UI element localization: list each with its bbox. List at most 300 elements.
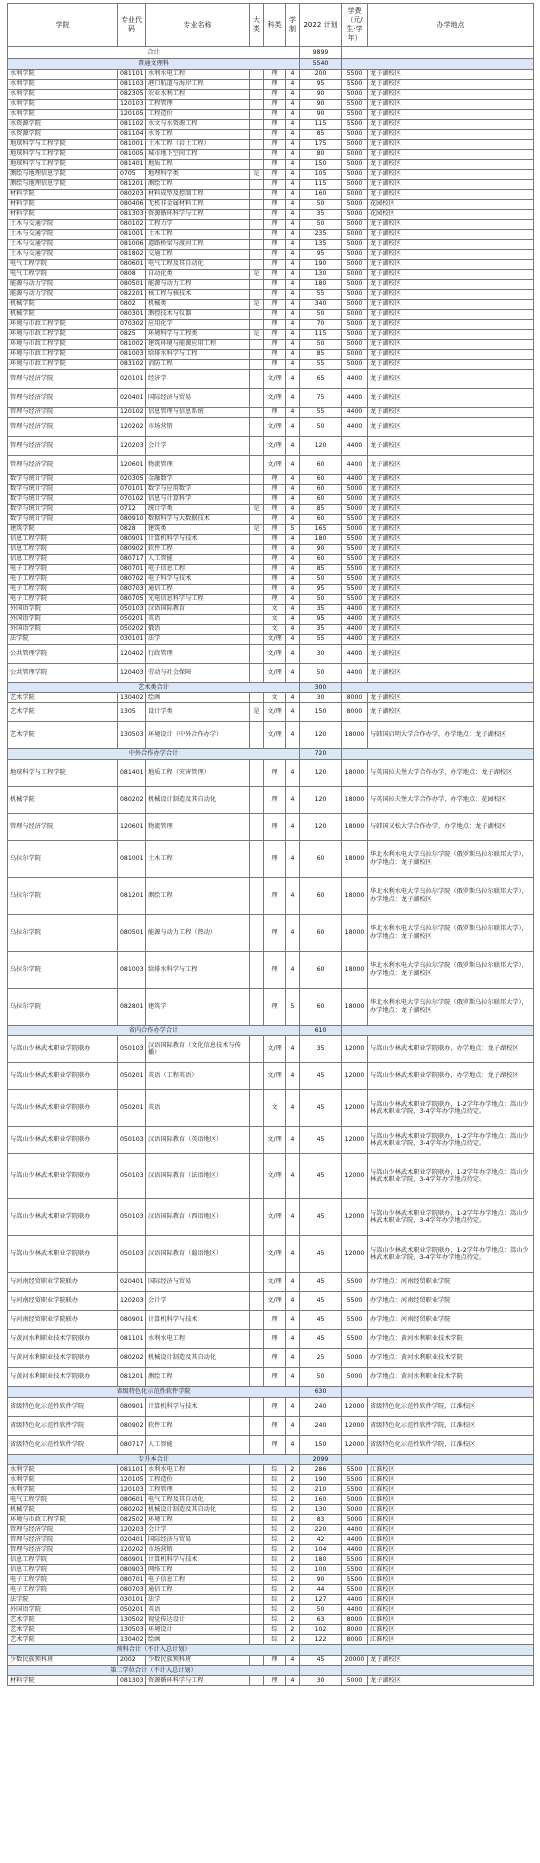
cell-category xyxy=(250,1535,264,1545)
cell-duration: 4 xyxy=(286,494,300,504)
cell-category xyxy=(250,813,264,840)
cell-location: 龙子湖校区 xyxy=(368,474,534,484)
cell-major-code: 081201 xyxy=(118,877,146,914)
cell-duration: 4 xyxy=(286,259,300,269)
cell-location: 龙子湖校区 xyxy=(368,584,534,594)
cell-tuition: 5000 xyxy=(342,279,368,289)
cell-major-code: 081003 xyxy=(118,349,146,359)
cell-plan: 175 xyxy=(300,139,342,149)
cell-tuition: 4400 xyxy=(342,388,368,407)
cell-category xyxy=(250,1555,264,1565)
table-row xyxy=(8,514,534,524)
section-header-row xyxy=(8,1645,534,1656)
cell-plan: 150 xyxy=(300,1435,342,1454)
cell-college: 水利学院 xyxy=(8,1475,118,1485)
cell-major-name: 工程管理 xyxy=(146,1485,250,1495)
cell-category xyxy=(250,89,264,99)
cell-tuition: 18000 xyxy=(342,951,368,988)
cell-college: 地球科学与工程学院 xyxy=(8,759,118,786)
cell-plan: 160 xyxy=(300,189,342,199)
cell-duration: 4 xyxy=(286,514,300,524)
cell-location: 龙子湖校区 xyxy=(368,109,534,119)
cell-plan: 35 xyxy=(300,624,342,634)
cell-subject: 文/理 xyxy=(264,644,286,663)
cell-plan: 63 xyxy=(300,1615,342,1625)
cell-tuition: 5000 xyxy=(342,89,368,99)
table-row xyxy=(8,1435,534,1454)
table-row xyxy=(8,988,534,1025)
cell-subject: 综 xyxy=(264,1555,286,1565)
cell-category xyxy=(250,544,264,554)
cell-major-code: 130503 xyxy=(118,722,146,749)
cell-major-name: 英语 xyxy=(146,614,250,624)
cell-major-code: 080901 xyxy=(118,1311,146,1330)
table-row xyxy=(8,149,534,159)
cell-tuition: 18000 xyxy=(342,813,368,840)
cell-tuition: 12000 xyxy=(342,1435,368,1454)
table-row xyxy=(8,189,534,199)
cell-plan: 50 xyxy=(300,417,342,436)
cell-major-code: 120601 xyxy=(118,813,146,840)
table-row xyxy=(8,119,534,129)
cell-college: 环境与市政工程学院 xyxy=(8,339,118,349)
cell-major-code: 050103 xyxy=(118,1127,146,1154)
cell-category xyxy=(250,249,264,259)
cell-category xyxy=(250,179,264,189)
cell-plan: 90 xyxy=(300,89,342,99)
cell-major-code: 081104 xyxy=(118,129,146,139)
cell-college: 少数民族预科班 xyxy=(8,1655,118,1665)
cell-duration: 4 xyxy=(286,951,300,988)
cell-tuition: 5000 xyxy=(342,219,368,229)
cell-category xyxy=(250,1435,264,1454)
header-subject: 科类 xyxy=(264,4,286,47)
cell-tuition: 5500 xyxy=(342,119,368,129)
cell-tuition: 12000 xyxy=(342,1397,368,1416)
table-row xyxy=(8,624,534,634)
cell-category xyxy=(250,1676,264,1686)
cell-major-name: 数据科学与大数据技术 xyxy=(146,514,250,524)
cell-category xyxy=(250,1090,264,1127)
table-row xyxy=(8,703,534,722)
cell-subject: 文/理 xyxy=(264,388,286,407)
cell-location: 龙子湖校区 xyxy=(368,219,534,229)
cell-category xyxy=(250,1465,264,1475)
cell-major-name: 经济学 xyxy=(146,369,250,388)
cell-tuition: 5000 xyxy=(342,349,368,359)
cell-duration: 4 xyxy=(286,722,300,749)
cell-tuition: 5000 xyxy=(342,359,368,369)
cell-location: 龙子湖校区 xyxy=(368,339,534,349)
cell-duration: 2 xyxy=(286,1565,300,1575)
cell-major-name: 测绘工程 xyxy=(146,179,250,189)
cell-subject: 文/理 xyxy=(264,722,286,749)
table-row xyxy=(8,219,534,229)
cell-college: 乌拉尔学院 xyxy=(8,877,118,914)
section-header-row xyxy=(8,1025,534,1036)
cell-major-name: 行政管理 xyxy=(146,644,250,663)
cell-tuition: 5000 xyxy=(342,1676,368,1686)
cell-category xyxy=(250,951,264,988)
cell-college: 材料学院 xyxy=(8,199,118,209)
cell-location: 办学地点：黄河水利职业技术学院 xyxy=(368,1330,534,1349)
cell-subject: 文/理 xyxy=(264,634,286,644)
cell-duration: 2 xyxy=(286,1505,300,1515)
table-row xyxy=(8,388,534,407)
cell-subject: 文/理 xyxy=(264,1236,286,1273)
cell-duration: 4 xyxy=(286,329,300,339)
cell-location: 与嵩山少林武术职业学院联办，1-2学年办学地点：嵩山少林武术职业学院，3-4学年办学地点待定。 xyxy=(368,1127,534,1154)
cell-subject: 理 xyxy=(264,89,286,99)
cell-location: 与英国拉夫堡大学合作办学，办学地点：花园校区 xyxy=(368,786,534,813)
cell-duration: 4 xyxy=(286,703,300,722)
cell-college: 能源与动力学院 xyxy=(8,279,118,289)
cell-subject: 理 xyxy=(264,407,286,417)
cell-college: 土木与交通学院 xyxy=(8,219,118,229)
table-row xyxy=(8,1585,534,1595)
table-row xyxy=(8,634,534,644)
cell-plan: 240 xyxy=(300,1397,342,1416)
cell-major-code: 081001 xyxy=(118,139,146,149)
cell-subject: 文/理 xyxy=(264,1292,286,1311)
cell-duration: 2 xyxy=(286,1545,300,1555)
cell-college: 与黄河水利职业技术学院联办 xyxy=(8,1349,118,1368)
cell-category xyxy=(250,594,264,604)
cell-duration: 2 xyxy=(286,1585,300,1595)
cell-college: 公共管理学院 xyxy=(8,663,118,682)
cell-tuition: 4400 xyxy=(342,1605,368,1615)
cell-location: 与嵩山少林武术职业学院联办，办学地点：龙子湖校区 xyxy=(368,1036,534,1063)
cell-plan: 85 xyxy=(300,349,342,359)
cell-plan: 95 xyxy=(300,614,342,624)
cell-category xyxy=(250,455,264,474)
cell-major-name: 环境设计（中外合作办学） xyxy=(146,722,250,749)
cell-subject: 综 xyxy=(264,1485,286,1495)
cell-college: 管理与经济学院 xyxy=(8,407,118,417)
cell-major-code: 082305 xyxy=(118,89,146,99)
table-row xyxy=(8,1555,534,1565)
cell-plan: 180 xyxy=(300,534,342,544)
cell-major-code: 081802 xyxy=(118,249,146,259)
cell-major-code: 120402 xyxy=(118,644,146,663)
cell-subject: 理 xyxy=(264,179,286,189)
cell-subject: 综 xyxy=(264,1495,286,1505)
header-plan: 2022 计划 xyxy=(300,4,342,47)
table-row xyxy=(8,1655,534,1665)
cell-college: 管理与经济学院 xyxy=(8,388,118,407)
cell-plan: 95 xyxy=(300,584,342,594)
section-header-row xyxy=(8,682,534,693)
cell-category xyxy=(250,877,264,914)
cell-category xyxy=(250,1397,264,1416)
cell-location: 江淮校区 xyxy=(368,1515,534,1525)
cell-college: 与嵩山少林武术职业学院联办 xyxy=(8,1154,118,1199)
cell-duration: 4 xyxy=(286,119,300,129)
cell-major-name: 软件工程 xyxy=(146,1416,250,1435)
cell-plan: 45 xyxy=(300,1655,342,1665)
cell-plan: 44 xyxy=(300,1585,342,1595)
cell-subject: 文/理 xyxy=(264,1036,286,1063)
cell-major-code: 080703 xyxy=(118,584,146,594)
header-location: 办学地点 xyxy=(368,4,534,47)
cell-duration: 4 xyxy=(286,1090,300,1127)
cell-college: 地球科学与工程学院 xyxy=(8,159,118,169)
table-row xyxy=(8,1605,534,1615)
cell-location: 龙子湖校区 xyxy=(368,417,534,436)
cell-duration: 4 xyxy=(286,1127,300,1154)
cell-major-code: 081303 xyxy=(118,209,146,219)
cell-tuition: 4400 xyxy=(342,369,368,388)
cell-major-name: 材料成型及控制工程 xyxy=(146,189,250,199)
table-row xyxy=(8,249,534,259)
section-title: 专升本合计 xyxy=(8,1454,300,1465)
cell-tuition: 4400 xyxy=(342,604,368,614)
cell-category: 是 xyxy=(250,504,264,514)
cell-subject: 理 xyxy=(264,149,286,159)
cell-college: 艺术学院 xyxy=(8,703,118,722)
cell-college: 地球科学与工程学院 xyxy=(8,139,118,149)
cell-plan: 60 xyxy=(300,951,342,988)
table-row xyxy=(8,1615,534,1625)
cell-plan: 95 xyxy=(300,249,342,259)
cell-major-name: 电子信息工程 xyxy=(146,1575,250,1585)
cell-tuition: 8000 xyxy=(342,703,368,722)
cell-location: 江淮校区 xyxy=(368,1475,534,1485)
cell-major-code: 080902 xyxy=(118,544,146,554)
cell-location: 龙子湖校区 xyxy=(368,79,534,89)
cell-plan: 55 xyxy=(300,289,342,299)
cell-major-name: 会计学 xyxy=(146,436,250,455)
table-row xyxy=(8,1515,534,1525)
table-row xyxy=(8,554,534,564)
cell-major-name: 环境科学与工程类 xyxy=(146,329,250,339)
cell-major-code: 050103 xyxy=(118,1199,146,1236)
table-row xyxy=(8,1635,534,1645)
table-row xyxy=(8,759,534,786)
cell-tuition: 12000 xyxy=(342,1199,368,1236)
cell-plan: 120 xyxy=(300,813,342,840)
cell-tuition: 5000 xyxy=(342,169,368,179)
cell-major-name: 电子科学与技术 xyxy=(146,574,250,584)
table-row xyxy=(8,1036,534,1063)
cell-college: 乌拉尔学院 xyxy=(8,914,118,951)
cell-tuition: 5500 xyxy=(342,584,368,594)
cell-major-code: 050103 xyxy=(118,1154,146,1199)
table-row xyxy=(8,349,534,359)
cell-category xyxy=(250,614,264,624)
cell-category xyxy=(250,149,264,159)
cell-subject: 文/理 xyxy=(264,455,286,474)
cell-duration: 4 xyxy=(286,189,300,199)
table-row xyxy=(8,1349,534,1368)
cell-major-name: 设计学类 xyxy=(146,703,250,722)
cell-plan: 120 xyxy=(300,786,342,813)
cell-location: 龙子湖校区 xyxy=(368,179,534,189)
table-row xyxy=(8,1368,534,1387)
cell-duration: 4 xyxy=(286,169,300,179)
cell-duration: 4 xyxy=(286,1368,300,1387)
cell-plan: 55 xyxy=(300,634,342,644)
cell-duration: 4 xyxy=(286,1273,300,1292)
cell-tuition: 5000 xyxy=(342,309,368,319)
cell-plan: 83 xyxy=(300,1515,342,1525)
section-empty xyxy=(342,1025,534,1036)
cell-major-name: 交通工程 xyxy=(146,249,250,259)
cell-subject: 理 xyxy=(264,544,286,554)
cell-plan: 45 xyxy=(300,1273,342,1292)
cell-duration: 5 xyxy=(286,524,300,534)
cell-major-code: 080717 xyxy=(118,1435,146,1454)
cell-college: 电子工程学院 xyxy=(8,1585,118,1595)
cell-duration: 4 xyxy=(286,179,300,189)
cell-college: 管理与经济学院 xyxy=(8,1535,118,1545)
cell-tuition: 5000 xyxy=(342,149,368,159)
cell-category xyxy=(250,1127,264,1154)
cell-subject: 理 xyxy=(264,269,286,279)
cell-location: 龙子湖校区 xyxy=(368,289,534,299)
cell-location: 办学地点：河南经贸职业学院 xyxy=(368,1292,534,1311)
cell-major-name: 法学 xyxy=(146,1595,250,1605)
cell-location: 江淮校区 xyxy=(368,1565,534,1575)
cell-subject: 综 xyxy=(264,1525,286,1535)
cell-tuition: 5000 xyxy=(342,299,368,309)
cell-plan: 180 xyxy=(300,279,342,289)
cell-category xyxy=(250,1199,264,1236)
cell-category xyxy=(250,109,264,119)
cell-major-code: 080903 xyxy=(118,1565,146,1575)
cell-plan: 60 xyxy=(300,914,342,951)
cell-college: 与嵩山少林武术职业学院联办 xyxy=(8,1236,118,1273)
cell-duration: 4 xyxy=(286,693,300,703)
cell-plan: 45 xyxy=(300,1236,342,1273)
cell-category xyxy=(250,1505,264,1515)
cell-college: 乌拉尔学院 xyxy=(8,951,118,988)
cell-tuition: 4400 xyxy=(342,1535,368,1545)
cell-subject: 综 xyxy=(264,1535,286,1545)
cell-plan: 135 xyxy=(300,239,342,249)
section-plan: 300 xyxy=(300,682,342,693)
cell-college: 省级特色化示范性软件学院 xyxy=(8,1397,118,1416)
cell-major-code: 081201 xyxy=(118,1368,146,1387)
cell-location: 江淮校区 xyxy=(368,1505,534,1515)
cell-major-name: 水务工程 xyxy=(146,129,250,139)
cell-subject: 理 xyxy=(264,1397,286,1416)
cell-category xyxy=(250,1236,264,1273)
cell-category xyxy=(250,1615,264,1625)
cell-subject: 理 xyxy=(264,349,286,359)
cell-tuition: 5000 xyxy=(342,524,368,534)
cell-plan: 50 xyxy=(300,574,342,584)
cell-tuition: 5500 xyxy=(342,1475,368,1485)
section-plan: 5540 xyxy=(300,59,342,70)
cell-subject: 文/理 xyxy=(264,1199,286,1236)
cell-duration: 4 xyxy=(286,359,300,369)
cell-duration: 2 xyxy=(286,1475,300,1485)
cell-location: 龙子湖校区 xyxy=(368,279,534,289)
cell-college: 建筑学院 xyxy=(8,524,118,534)
cell-major-code: 120202 xyxy=(118,1545,146,1555)
cell-plan: 60 xyxy=(300,554,342,564)
cell-subject: 理 xyxy=(264,813,286,840)
cell-duration: 4 xyxy=(286,388,300,407)
cell-major-code: 081102 xyxy=(118,119,146,129)
cell-major-code: 080910 xyxy=(118,514,146,524)
cell-plan: 85 xyxy=(300,504,342,514)
cell-major-name: 汉语国际教育（文化信息技术与传播） xyxy=(146,1036,250,1063)
cell-major-code: 2002 xyxy=(118,1655,146,1665)
cell-category xyxy=(250,1545,264,1555)
cell-plan: 60 xyxy=(300,494,342,504)
cell-location: 龙子湖校区 xyxy=(368,1676,534,1686)
cell-location: 江淮校区 xyxy=(368,1555,534,1565)
cell-major-name: 物流管理 xyxy=(146,813,250,840)
cell-major-name: 信息与计算科学 xyxy=(146,494,250,504)
cell-plan: 30 xyxy=(300,644,342,663)
cell-major-code: 080901 xyxy=(118,1555,146,1565)
cell-category xyxy=(250,279,264,289)
cell-major-name: 水利水电工程 xyxy=(146,69,250,79)
table-row xyxy=(8,604,534,614)
cell-college: 水利学院 xyxy=(8,109,118,119)
cell-major-name: 应用化学 xyxy=(146,319,250,329)
cell-subject: 理 xyxy=(264,1330,286,1349)
cell-category xyxy=(250,1292,264,1311)
table-row xyxy=(8,1416,534,1435)
cell-college: 水资源学院 xyxy=(8,129,118,139)
cell-tuition: 4400 xyxy=(342,417,368,436)
cell-college: 与嵩山少林武术职业学院联办 xyxy=(8,1036,118,1063)
cell-major-code: 0825 xyxy=(118,329,146,339)
cell-major-code: 080701 xyxy=(118,564,146,574)
cell-subject: 理 xyxy=(264,279,286,289)
cell-plan: 45 xyxy=(300,1292,342,1311)
cell-tuition: 5500 xyxy=(342,1465,368,1475)
cell-duration: 4 xyxy=(286,1435,300,1454)
cell-category xyxy=(250,199,264,209)
cell-duration: 4 xyxy=(286,786,300,813)
cell-subject: 文/理 xyxy=(264,1063,286,1090)
cell-major-code: 080601 xyxy=(118,1495,146,1505)
cell-major-name: 水利水电工程 xyxy=(146,1330,250,1349)
table-row xyxy=(8,534,534,544)
cell-subject: 理 xyxy=(264,129,286,139)
cell-major-code: 120203 xyxy=(118,436,146,455)
cell-college: 水利学院 xyxy=(8,1485,118,1495)
table-row xyxy=(8,1525,534,1535)
cell-major-name: 机械类 xyxy=(146,299,250,309)
table-row xyxy=(8,239,534,249)
cell-college: 信息工程学院 xyxy=(8,544,118,554)
cell-category xyxy=(250,988,264,1025)
cell-major-name: 人工智能 xyxy=(146,554,250,564)
cell-tuition: 5000 xyxy=(342,189,368,199)
cell-subject: 理 xyxy=(264,840,286,877)
cell-duration: 2 xyxy=(286,1625,300,1635)
cell-category xyxy=(250,239,264,249)
cell-category xyxy=(250,1635,264,1645)
cell-tuition: 5000 xyxy=(342,159,368,169)
table-row xyxy=(8,1505,534,1515)
cell-plan: 115 xyxy=(300,179,342,189)
table-row xyxy=(8,329,534,339)
cell-major-name: 地质工程（灾害管理） xyxy=(146,759,250,786)
cell-plan: 130 xyxy=(300,269,342,279)
cell-major-name: 金融数学 xyxy=(146,474,250,484)
cell-duration: 4 xyxy=(286,574,300,584)
cell-category xyxy=(250,634,264,644)
cell-duration: 4 xyxy=(286,79,300,89)
cell-location: 龙子湖校区 xyxy=(368,604,534,614)
